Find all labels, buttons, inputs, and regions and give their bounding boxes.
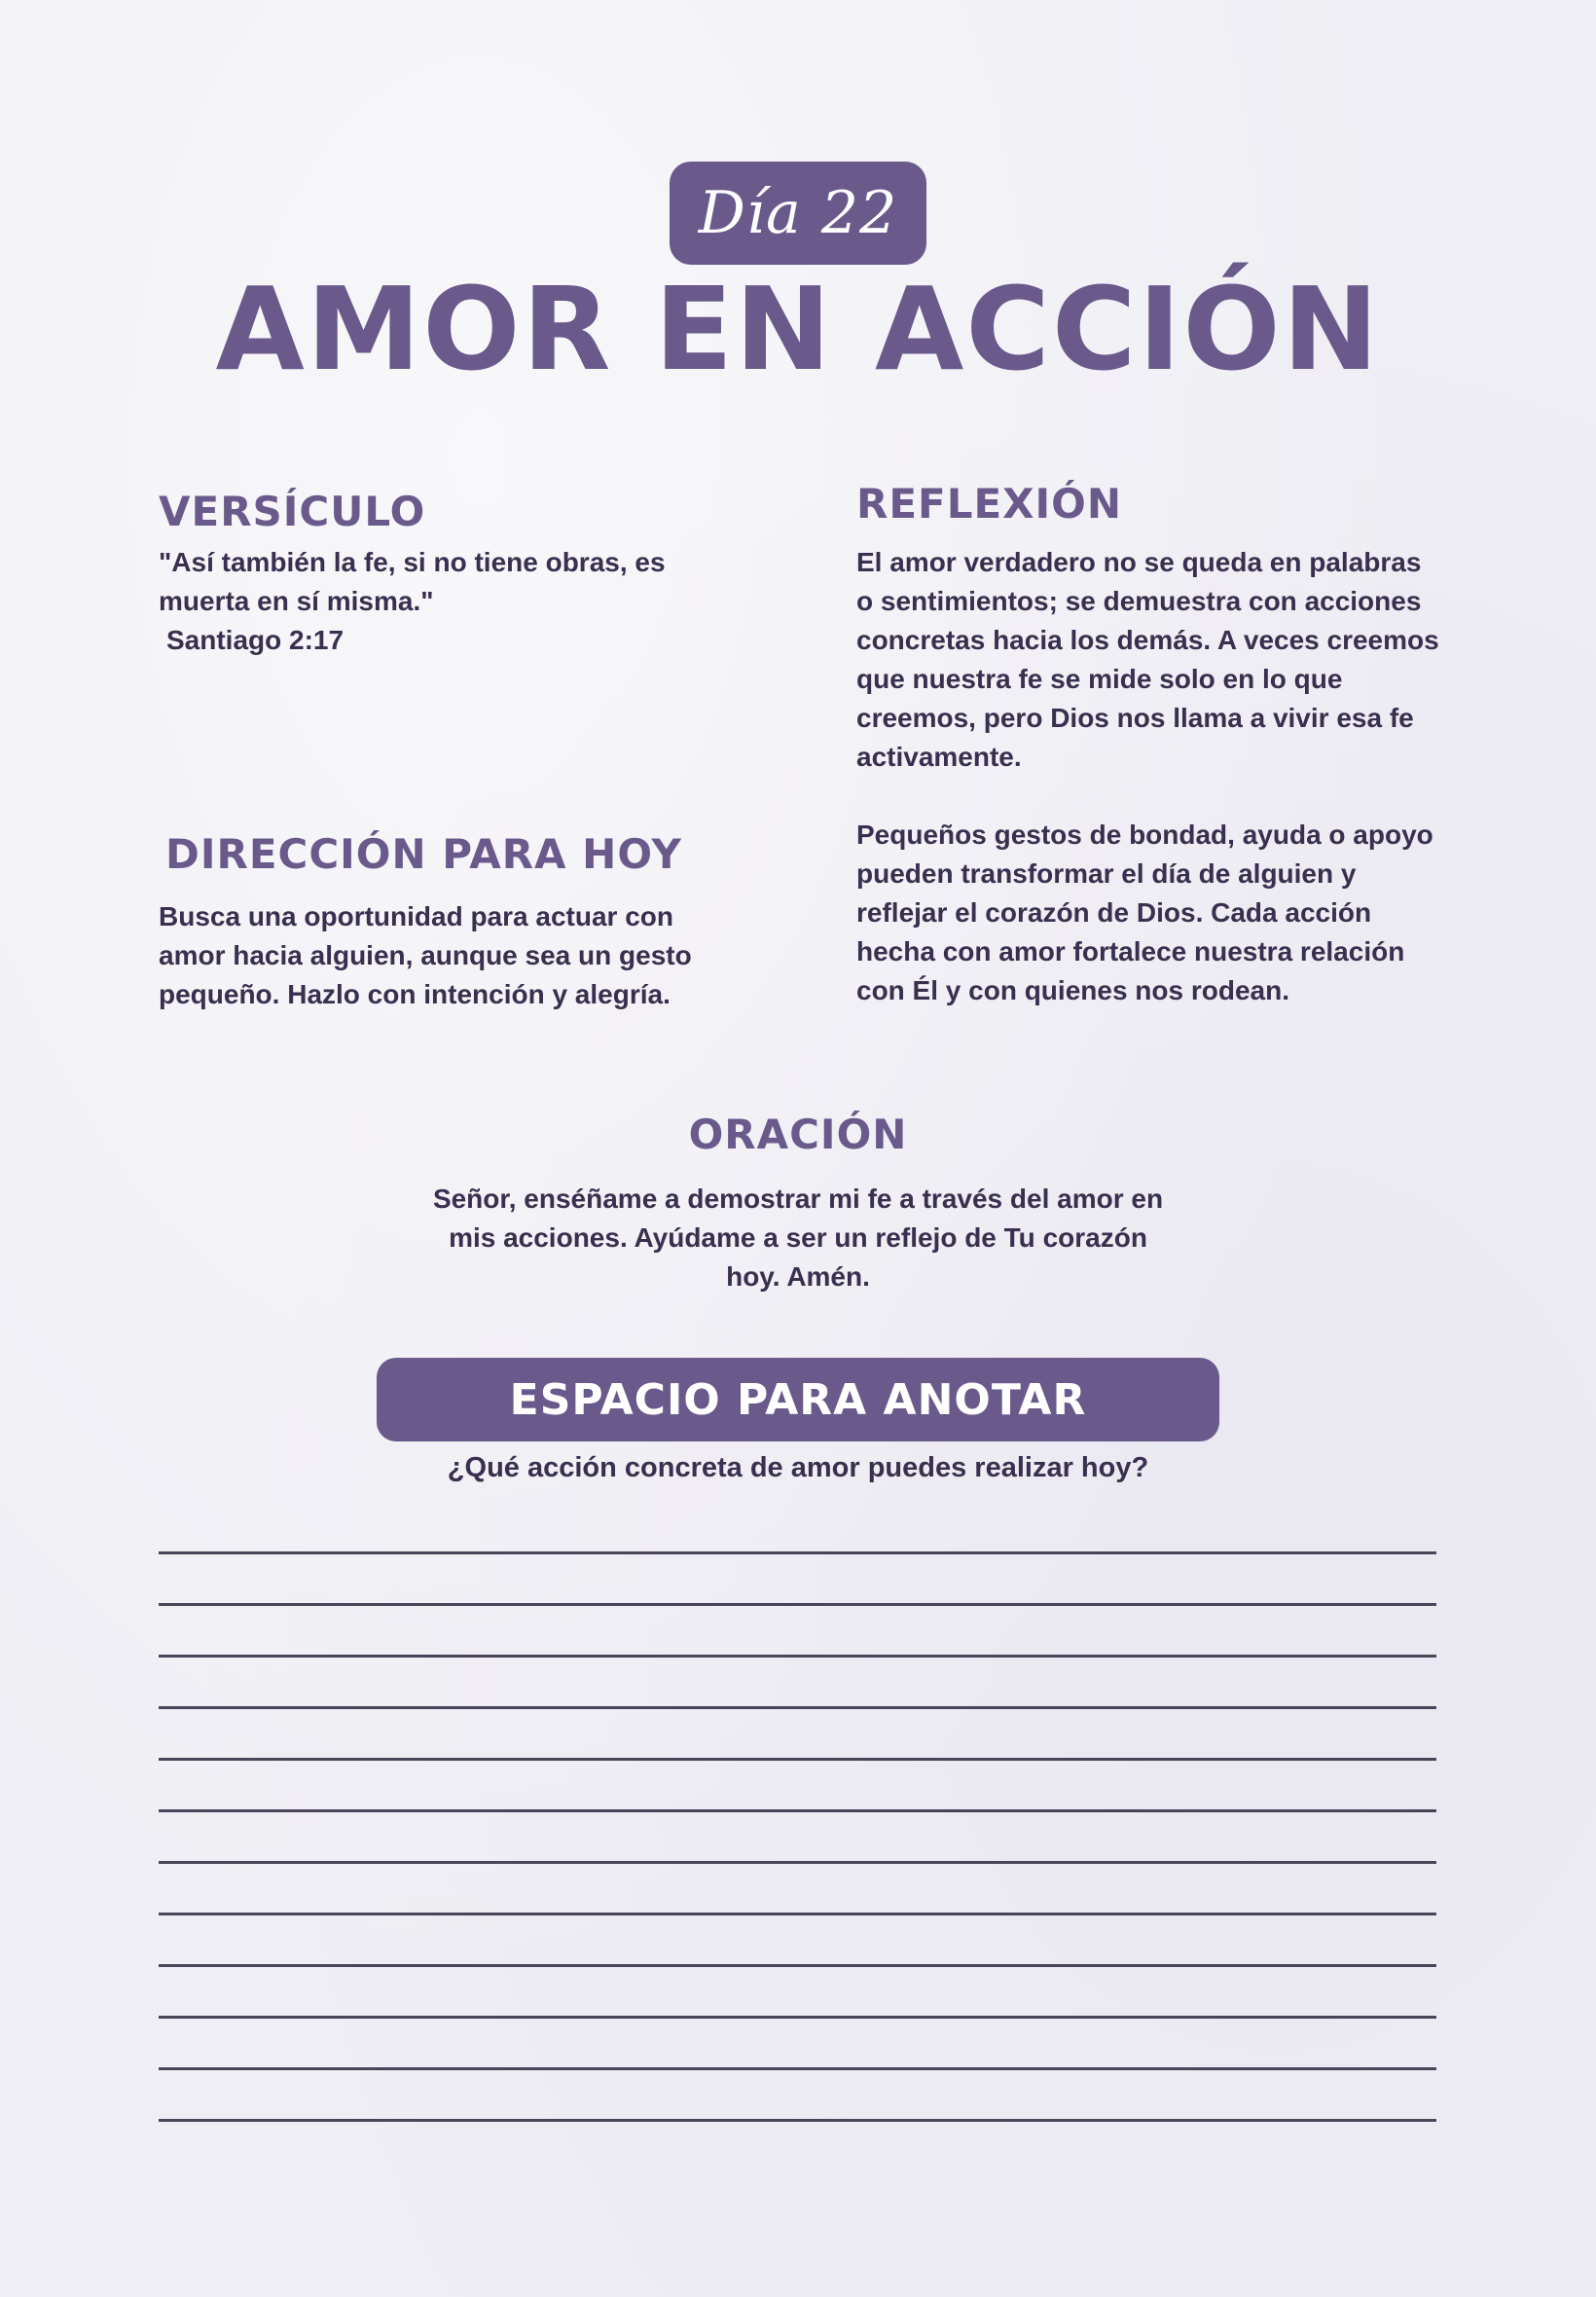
reflexion-heading: REFLEXIÓN <box>856 480 1123 528</box>
writing-line[interactable] <box>159 1655 1436 1658</box>
oracion-heading: ORACIÓN <box>688 1111 908 1158</box>
writing-line[interactable] <box>159 1913 1436 1915</box>
writing-line[interactable] <box>159 1861 1436 1864</box>
reflexion-block <box>856 543 1440 1010</box>
versiculo-reference: Santiago 2:17 <box>166 625 345 655</box>
writing-line[interactable] <box>159 1964 1436 1967</box>
versiculo-heading: VERSÍCULO <box>159 488 426 535</box>
notes-banner <box>377 1358 1219 1441</box>
direccion-heading: DIRECCIÓN PARA HOY <box>165 830 682 878</box>
page-title: AMOR EN ACCIÓN <box>215 262 1381 396</box>
writing-line[interactable] <box>159 1758 1436 1761</box>
reflexion-paragraph-1: El amor verdadero no se queda en palabras o sentimientos; se demuestra con acciones concretas hacia los demás. A veces creemos que nuestra fe se mide solo en lo que creemos, pero Dios nos llama a vivir esa fe activamente. <box>856 547 1439 772</box>
writing-line[interactable] <box>159 1809 1436 1812</box>
versiculo-block <box>159 543 743 660</box>
writing-line[interactable] <box>159 1551 1436 1554</box>
writing-line[interactable] <box>159 2067 1436 2070</box>
oracion-text: Señor, enséñame a demostrar mi fe a través del amor en mis acciones. Ayúdame a ser un reflejo de Tu corazón hoy. Amén. <box>432 1184 1164 1292</box>
direccion-text: Busca una oportunidad para actuar con amor hacia alguien, aunque sea un gesto pequeño. Hazlo con intención y alegría. <box>159 901 692 1009</box>
day-badge <box>670 162 926 265</box>
writing-lines[interactable] <box>159 1551 1436 2170</box>
reflexion-paragraph-2: Pequeños gestos de bondad, ayuda o apoyo pueden transformar el día de alguien y reflejar el corazón de Dios. Cada acción hecha con amor fortalece nuestra relación con Él y con quienes nos rodean. <box>856 820 1433 1005</box>
notes-banner-label: ESPACIO PARA ANOTAR <box>509 1374 1087 1425</box>
writing-line[interactable] <box>159 2119 1436 2122</box>
writing-line[interactable] <box>159 1603 1436 1606</box>
writing-line[interactable] <box>159 1706 1436 1709</box>
day-label: Día 22 <box>698 179 898 247</box>
writing-line[interactable] <box>159 2016 1436 2019</box>
versiculo-quote: "Así también la fe, si no tiene obras, es muerta en sí misma." <box>159 547 666 616</box>
notes-question: ¿Qué acción concreta de amor puedes realizar hoy? <box>447 1452 1149 1483</box>
